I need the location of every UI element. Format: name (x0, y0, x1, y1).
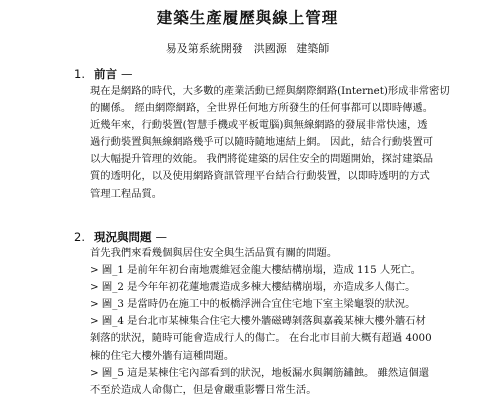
document-title: 建築生產履歷與線上管理 (156, 9, 339, 27)
paragraph-line: 管理工程品質。 (90, 187, 163, 200)
section-number: 2. (74, 230, 85, 244)
section-title: 前言 (94, 67, 118, 81)
paragraph-line: 不至於造成人命傷亡，但是會嚴重影響日常生活。 (90, 383, 317, 396)
paragraph-line: 的關係。 經由網際網路，全世界任何地方所發生的任何事都可以即時傳遞。 (90, 102, 434, 115)
paragraph-line: 剝落的狀況，隨時可能會造成行人的傷亡。 在台北市目前大概有超過 4000 (90, 332, 432, 345)
section-dash: — (121, 67, 133, 81)
paragraph-line: 過行動裝置與無線網路幾乎可以隨時隨地連結上網。 因此，結合行動裝置可 (90, 136, 434, 149)
document-author: 易及第系統開發 洪國源 建築師 (165, 42, 330, 55)
paragraph-line: 現在是網路的時代，大多數的產業活動已經與網際網路(Internet)形成非常密切 (90, 85, 450, 97)
paragraph-line: > 圖_2 是今年年初花蓮地震造成多棟大樓結構崩塌，亦造成多人傷亡。 (90, 281, 416, 294)
section-heading-status (74, 229, 167, 245)
paragraph-line: 以大幅提升管理的效能。 我們將從建築的居住安全的問題開始，探討建築品 (90, 153, 434, 166)
paragraph-line: 棟的住宅大樓外牆有這種問題。 (90, 349, 235, 362)
paragraph-line: > 圖_3 是當時仍在施工中的板橋浮洲合宜住宅地下室主梁龜裂的狀況。 (90, 298, 416, 311)
section-heading-intro (74, 66, 133, 82)
section-dash: — (155, 230, 168, 244)
paragraph-line: 質的透明化，以及使用網路資訊管理平台結合行動裝置，以即時透明的方式 (90, 170, 430, 183)
paragraph-line: > 圖_5 這是某棟住宅內部看到的狀況，地板漏水與鋼筋鏽蝕。 雖然這個還 (90, 366, 430, 379)
section-number: 1. (74, 67, 85, 81)
paragraph-line: > 圖_4 是台北市某棟集合住宅大樓外牆磁磚剝落與嘉義某棟大樓外牆石材 (90, 315, 426, 328)
section-body-status (90, 245, 430, 399)
paragraph-line: 首先我們來看幾個與居住安全與生活品質有關的問題。 (90, 247, 338, 259)
paragraph-line: 近幾年來，行動裝置(智慧手機或平板電腦)與無線網路的發展非常快速，透 (90, 119, 428, 132)
paragraph-line: > 圖_1 是前年年初台南地震維冠金龍大樓結構崩塌，造成 115 人死亡。 (90, 264, 422, 277)
section-title: 現況與問題 (94, 230, 152, 244)
section-body-intro (90, 83, 450, 203)
